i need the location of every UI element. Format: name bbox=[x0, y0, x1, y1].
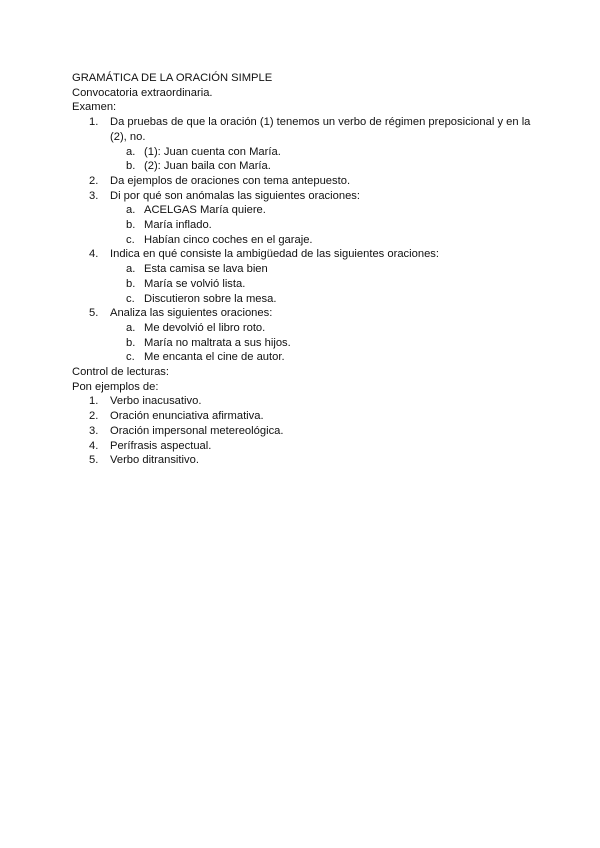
list-text: Perífrasis aspectual. bbox=[110, 439, 212, 452]
examples-list bbox=[72, 394, 532, 468]
list-text: Verbo ditransitivo. bbox=[110, 454, 199, 467]
list-text: Da pruebas de que la oración (1) tenemos un verbo de régimen preposicional y en la (2), no. bbox=[110, 116, 531, 143]
example-item bbox=[72, 424, 532, 439]
sub-item-text: María no maltrata a sus hijos. bbox=[144, 336, 291, 349]
control-label: Control de lecturas: bbox=[72, 366, 170, 379]
sub-item-letter: a. bbox=[126, 321, 136, 334]
sub-item-text: María inflado. bbox=[144, 219, 212, 232]
sub-item-text: Discutieron sobre la mesa. bbox=[144, 292, 277, 305]
sub-item-letter: c. bbox=[126, 351, 135, 364]
list-number: 5. bbox=[89, 454, 99, 467]
document-subtitle: Convocatoria extraordinaria. bbox=[72, 86, 213, 99]
sub-item-letter: c. bbox=[126, 233, 135, 246]
exam-question bbox=[72, 189, 532, 248]
list-text: Verbo inacusativo. bbox=[110, 395, 202, 408]
exam-question bbox=[72, 306, 532, 365]
sub-item bbox=[72, 233, 532, 248]
list-number: 2. bbox=[89, 410, 99, 423]
list-number: 4. bbox=[89, 439, 99, 452]
sub-item bbox=[72, 218, 532, 233]
exam-label: Examen: bbox=[72, 101, 117, 114]
list-text: Oración enunciativa afirmativa. bbox=[110, 410, 264, 423]
sub-item bbox=[72, 292, 532, 307]
sub-list bbox=[110, 321, 532, 365]
list-text: Da ejemplos de oraciones con tema antepuesto. bbox=[110, 174, 351, 187]
sub-item-letter: a. bbox=[126, 204, 136, 217]
list-number: 3. bbox=[89, 424, 99, 437]
sub-list bbox=[110, 262, 532, 306]
exam-question bbox=[72, 247, 532, 306]
sub-item bbox=[72, 336, 532, 351]
sub-item bbox=[72, 262, 532, 277]
list-number: 3. bbox=[89, 189, 99, 202]
example-item bbox=[72, 453, 532, 468]
sub-item-letter: b. bbox=[126, 160, 136, 173]
sub-item bbox=[72, 145, 532, 160]
list-text: Di por qué son anómalas las siguientes oraciones: bbox=[110, 189, 360, 202]
sub-item-letter: b. bbox=[126, 277, 136, 290]
sub-item-letter: c. bbox=[126, 292, 135, 305]
sub-item-letter: b. bbox=[126, 219, 136, 232]
list-text: Oración impersonal metereológica. bbox=[110, 424, 284, 437]
sub-item-text: María se volvió lista. bbox=[144, 277, 246, 290]
exam-question bbox=[72, 174, 532, 189]
sub-item-text: Habían cinco coches en el garaje. bbox=[144, 233, 313, 246]
sub-item bbox=[72, 277, 532, 292]
document-title: GRAMÁTICA DE LA ORACIÓN SIMPLE bbox=[72, 72, 273, 84]
example-item bbox=[72, 409, 532, 424]
list-number: 2. bbox=[89, 174, 99, 187]
sub-item bbox=[72, 159, 532, 174]
list-number: 4. bbox=[89, 248, 99, 261]
sub-item-letter: a. bbox=[126, 145, 136, 158]
sub-item-text: Esta camisa se lava bien bbox=[144, 263, 268, 276]
sub-item-text: ACELGAS María quiere. bbox=[144, 204, 266, 217]
examples-label: Pon ejemplos de: bbox=[72, 380, 159, 393]
list-text: Analiza las siguientes oraciones: bbox=[110, 307, 273, 320]
sub-item-text: (2): Juan baila con María. bbox=[144, 160, 271, 173]
list-number: 1. bbox=[89, 395, 99, 408]
example-item bbox=[72, 394, 532, 409]
exam-question-list bbox=[72, 115, 532, 365]
sub-list bbox=[110, 203, 532, 247]
sub-item-letter: b. bbox=[126, 336, 136, 349]
sub-item-text: (1): Juan cuenta con María. bbox=[144, 145, 281, 158]
document-page bbox=[72, 71, 532, 468]
list-text: Indica en qué consiste la ambigüedad de las siguientes oraciones: bbox=[110, 248, 440, 261]
sub-item-text: Me encanta el cine de autor. bbox=[144, 351, 285, 364]
sub-list bbox=[110, 145, 532, 174]
sub-item-text: Me devolvió el libro roto. bbox=[144, 321, 266, 334]
list-number: 5. bbox=[89, 307, 99, 320]
sub-item bbox=[72, 350, 532, 365]
sub-item bbox=[72, 203, 532, 218]
sub-item bbox=[72, 321, 532, 336]
example-item bbox=[72, 439, 532, 454]
sub-item-letter: a. bbox=[126, 263, 136, 276]
list-number: 1. bbox=[89, 116, 99, 129]
exam-question bbox=[72, 115, 532, 174]
